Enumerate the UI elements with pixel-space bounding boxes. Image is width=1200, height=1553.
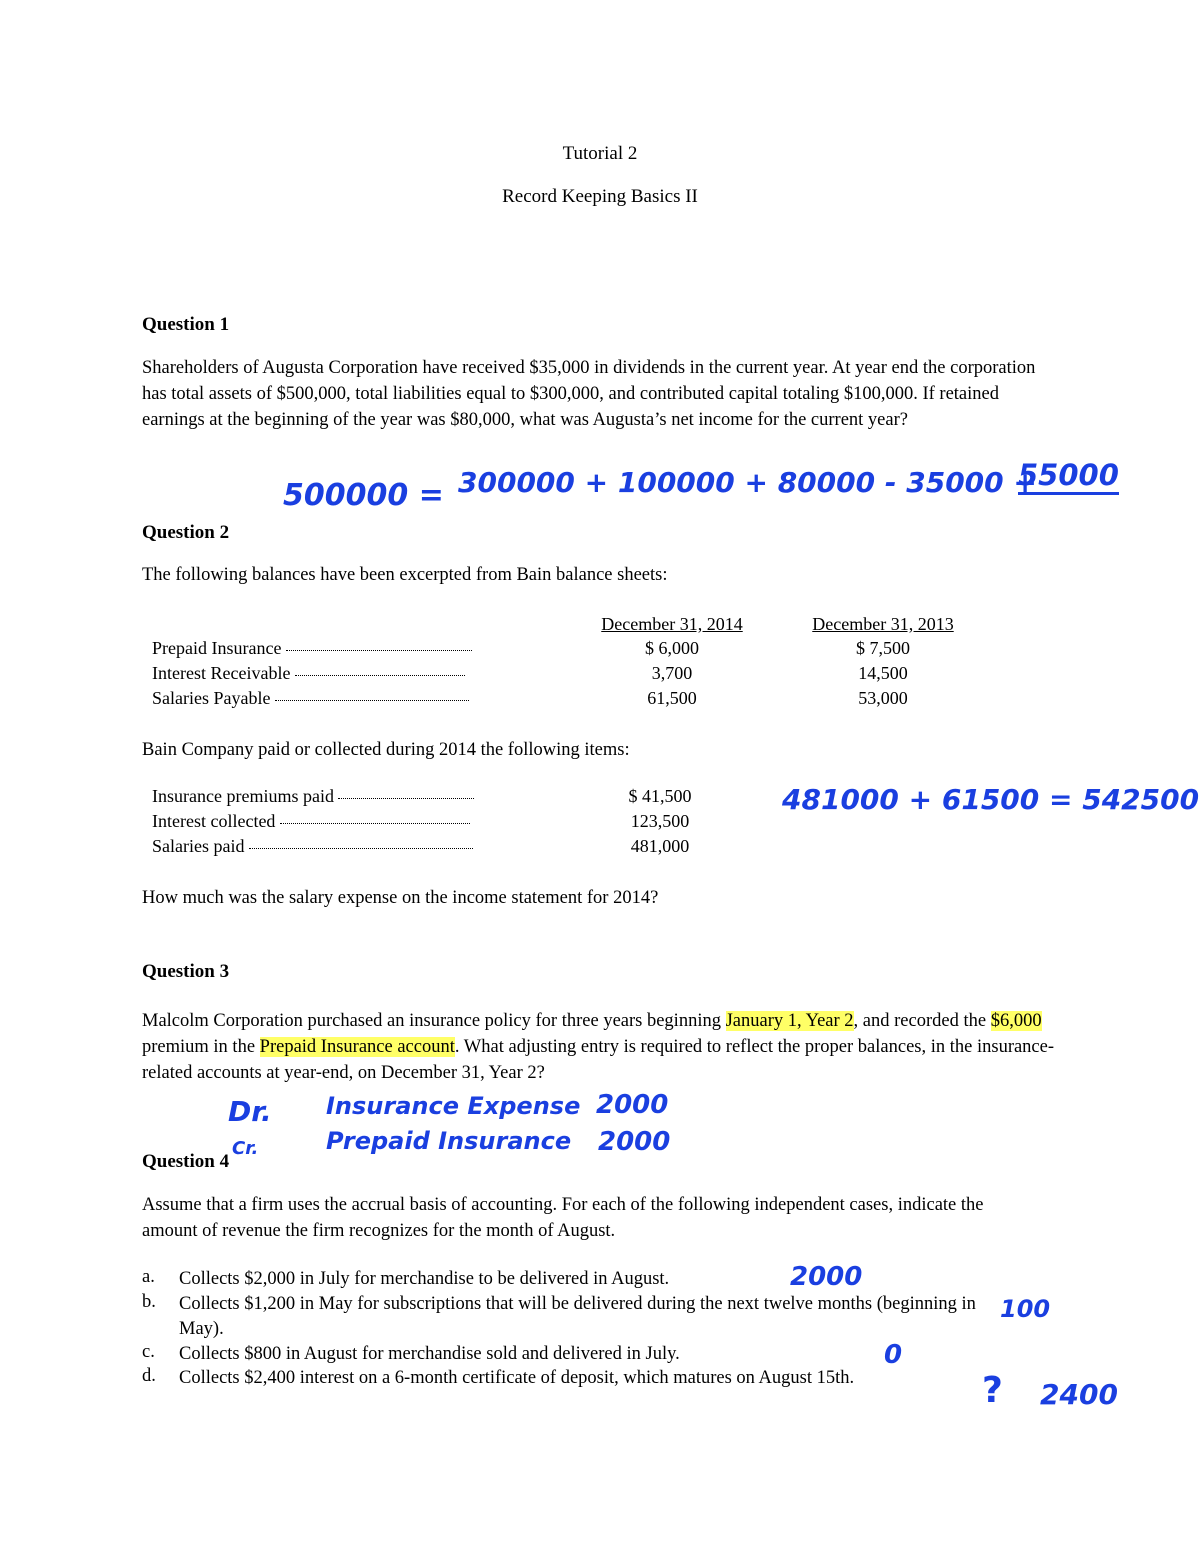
balance-value-2013: 14,500	[858, 663, 908, 683]
list-item-text: Collects $2,000 in July for merchandise to be delivered in August.	[179, 1269, 670, 1289]
list-item-text: Collects $800 in August for merchandise sold and delivered in July.	[179, 1344, 680, 1364]
q3-handwriting-cr-amount: 2000	[598, 1127, 671, 1157]
q4d-handwriting-mark: ?	[982, 1370, 1003, 1411]
balance-value-2014: 61,500	[647, 688, 697, 708]
q4c-handwriting-answer: 0	[884, 1340, 903, 1370]
balance-col-2013-header: December 31, 2013	[812, 614, 954, 634]
list-item-label: d.	[142, 1366, 156, 1386]
paid-items-intro: Bain Company paid or collected during 2014 the following items:	[142, 740, 630, 760]
question-3-heading: Question 3	[142, 961, 230, 982]
question-4-heading: Question 4	[142, 1151, 230, 1172]
q2-handwriting-answer: 481000 + 61500 = 542500	[782, 783, 1200, 816]
question-1-heading: Question 1	[142, 314, 230, 335]
q1-handwriting-lhs: 500000 =	[283, 478, 444, 513]
q1-handwriting-answer: 55000	[1018, 458, 1119, 495]
highlight-amount: $6,000	[990, 1011, 1042, 1031]
paid-item-value: 123,500	[630, 811, 690, 831]
balance-row-label: Interest Receivable	[152, 663, 465, 684]
balance-col-2014-header: December 31, 2014	[601, 614, 743, 634]
paid-item-label: Interest collected	[152, 811, 470, 832]
paid-item-label: Salaries paid	[152, 836, 473, 857]
list-item-label: b.	[142, 1292, 156, 1312]
q3-handwriting-dr-account: Insurance Expense	[326, 1092, 581, 1120]
q4d-handwriting-answer: 2400	[1040, 1378, 1118, 1411]
balance-row-label: Salaries Payable	[152, 688, 469, 709]
q3-handwriting-cr-account: Prepaid Insurance	[326, 1127, 572, 1155]
q3-handwriting-dr-amount: 2000	[596, 1090, 669, 1120]
list-item-text: Collects $1,200 in May for subscriptions that will be delivered during the next twelve months (beginning in May).	[179, 1294, 976, 1339]
q4a-handwriting-answer: 2000	[790, 1262, 863, 1292]
highlight-account: Prepaid Insurance account	[259, 1037, 455, 1057]
q3-handwriting-dr: Dr.	[228, 1095, 272, 1128]
question-2-intro: The following balances have been excerpted from Bain balance sheets:	[142, 565, 668, 585]
q3-handwriting-cr: Cr.	[232, 1138, 259, 1159]
q4b-handwriting-answer: 100	[1000, 1295, 1051, 1323]
balance-value-2014: $ 6,000	[645, 638, 699, 658]
question-2-prompt: How much was the salary expense on the income statement for 2014?	[142, 888, 659, 908]
balance-row-label: Prepaid Insurance	[152, 638, 472, 659]
page-title: Tutorial 2	[562, 143, 638, 164]
question-1-text: Shareholders of Augusta Corporation have received $35,000 in dividends in the current year. At year end the corporation has total assets of $500,000, total liabilities equal to $300,000, and contributed capital totaling $100,000. If retained earnings at the beginning of the year was $80,000, what was Augusta’s net income for the current year?	[142, 358, 1036, 430]
page-subtitle: Record Keeping Basics II	[502, 186, 698, 207]
paid-item-value: $ 41,500	[628, 786, 692, 806]
list-item-label: a.	[142, 1267, 155, 1287]
q1-handwriting-equation: 300000 + 100000 + 80000 - 35000 +	[458, 466, 1037, 499]
balance-value-2013: $ 7,500	[856, 638, 910, 658]
question-3-text: Malcolm Corporation purchased an insurance policy for three years beginning January 1, Year 2, and recorded the $6,000 premium in the Prepaid Insurance account. What adjusting entry is required to reflect the proper balances, in the insurance-related accounts at year-end, on December 31, Year 2?	[142, 1011, 1055, 1083]
highlight-date: January 1, Year 2	[725, 1011, 854, 1031]
question-4-intro: Assume that a firm uses the accrual basis of accounting. For each of the following independent cases, indicate the amount of revenue the firm recognizes for the month of August.	[142, 1195, 984, 1241]
list-item-label: c.	[142, 1342, 155, 1362]
balance-value-2013: 53,000	[858, 688, 908, 708]
paid-item-value: 481,000	[630, 836, 690, 856]
paid-item-label: Insurance premiums paid	[152, 786, 474, 807]
question-2-heading: Question 2	[142, 522, 230, 543]
balance-value-2014: 3,700	[651, 663, 693, 683]
list-item-text: Collects $2,400 interest on a 6-month certificate of deposit, which matures on August 15th.	[179, 1368, 855, 1388]
